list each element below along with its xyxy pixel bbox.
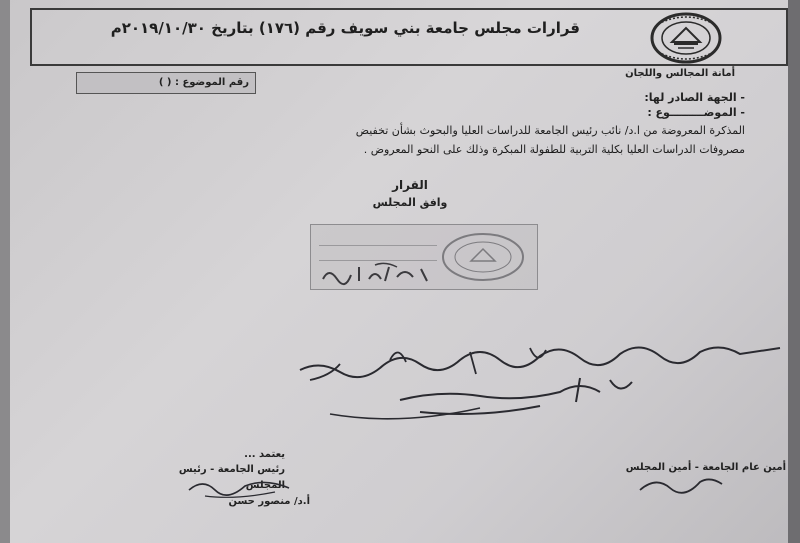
issuer-label: - الجهة الصادر لها: <box>644 91 745 104</box>
topic-number-box: رقم الموضوع : ( ) <box>76 72 256 94</box>
left-signatory: رئيس الجامعة - رئيس المجلس <box>178 464 285 491</box>
header-title: قرارات مجلس جامعة بني سويف رقم (١٧٦) بتاريخ ٢٠١٩/١٠/٣٠م <box>110 19 580 37</box>
decision-text: وافق المجلس <box>372 196 448 209</box>
body-line-1: المذكرة المعروضة من ا.د/ نائب رئيس الجامعة للدراسات العليا والبحوث بشأن تخفيض <box>355 124 745 137</box>
page-edge-right <box>788 0 800 543</box>
body-line-2: مصروفات الدراسات العليا بكلية التربية للطفولة المبكرة وذلك على النحو المعروض . <box>363 143 745 156</box>
approve-label: يعتمد ... <box>244 449 285 460</box>
university-logo-icon <box>640 12 730 66</box>
right-signature-icon <box>636 470 726 496</box>
decision-heading: القرار <box>392 178 428 192</box>
president-name: أ.د/ منصور حسن <box>228 496 310 507</box>
page-edge-left <box>0 0 10 543</box>
subject-label: - الموضـــــــــوع : <box>647 106 745 119</box>
stamp-lines <box>319 231 437 261</box>
stamp-handwriting-icon <box>315 261 439 287</box>
stamp-seal-icon <box>439 231 527 283</box>
council-stamp <box>310 224 538 290</box>
org-label: أمانة المجالس واللجان <box>625 68 735 79</box>
handwritten-signature-icon <box>280 330 800 430</box>
right-signatory: أمين عام الجامعة - أمين المجلس <box>625 462 786 473</box>
